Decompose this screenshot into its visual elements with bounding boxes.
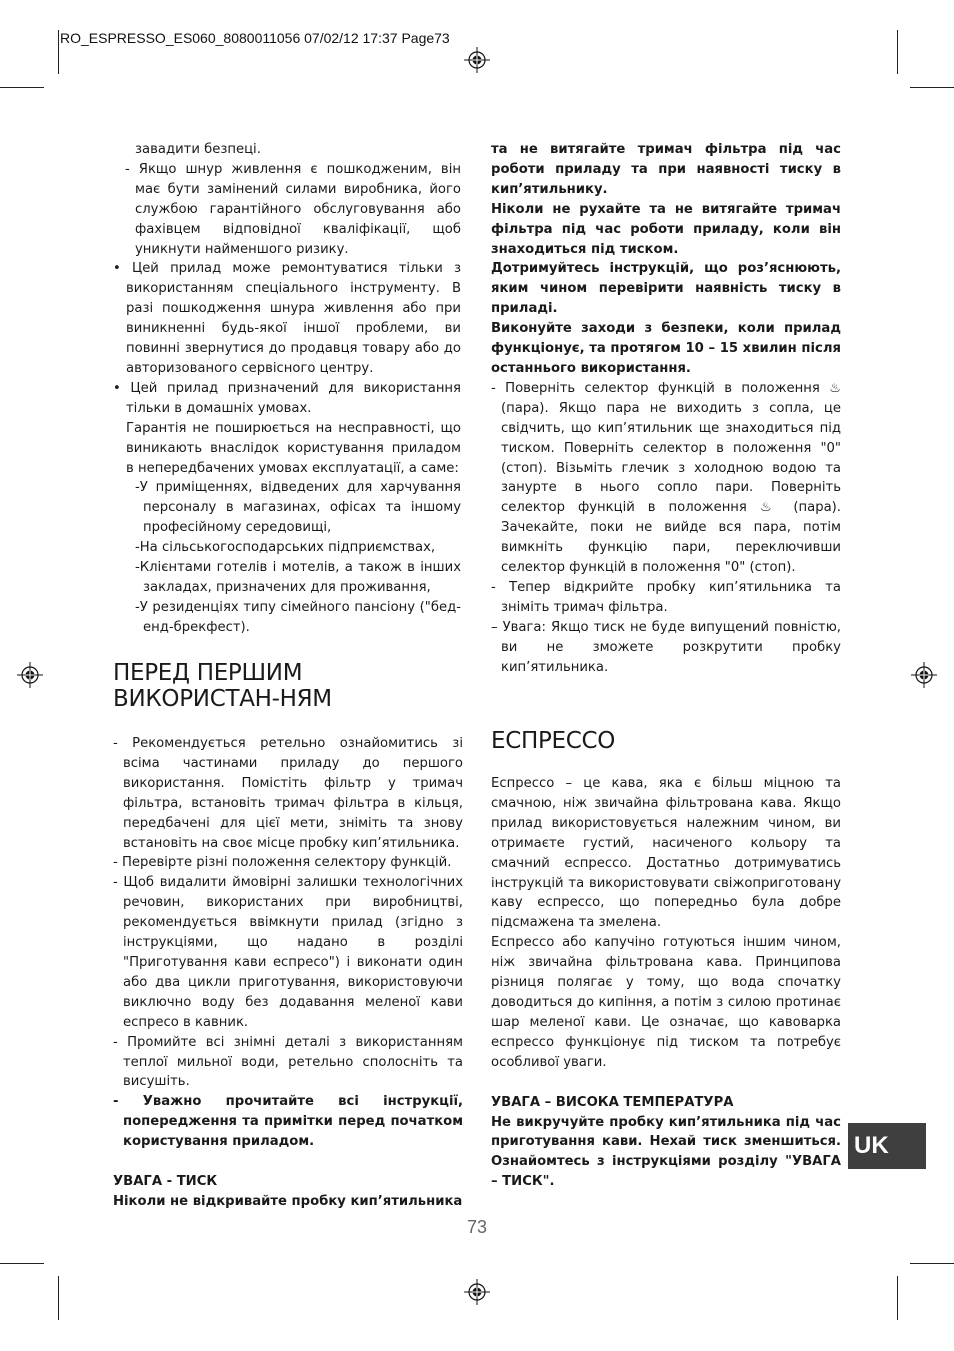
paragraph: завадити безпеці. — [135, 142, 261, 157]
registration-mark-icon — [911, 662, 937, 688]
warning-title: УВАГА - ТИСК — [113, 1174, 218, 1190]
crop-mark — [910, 87, 954, 88]
list-item: – Увага: Якщо тиск не буде випущений повністю, ви не зможете розкрутити пробку кип’ятильника. — [491, 619, 841, 675]
list-item: - Якщо шнур живлення є пошкодженим, він має бути замінений силами виробника, його службою гарантійного обслуговування або фахівцем відповідної кваліфікації, щоб уникнути найменшого ризику. — [125, 161, 461, 257]
list-item: - Перевірте різні положення селектору функцій. — [113, 855, 452, 871]
warning-text: Не викручуйте пробку кип’ятильника під час приготування кави. Нехай тиск зменшиться. Ознайомтесь з інструкціями розділу "УВАГА – ТИСК". — [491, 1114, 841, 1190]
list-item: - Поверніть селектор функцій в положення ♨ (пара). Якщо пара не виходить з сопла, це свідчить, що кип’ятильник ще знаходиться під тиском. Поверніть селектор в положення "0" (стоп). Візьміть глечик з холодною водою та занурте в нього сопло пари. Поверніть селектор функцій в положення ♨ (пара). Зачекайте, поки не вийде вся пара, потім вимкніть функцію пари, переключивши селектор функцій в положення "0" (стоп). — [491, 380, 841, 576]
left-column-top — [113, 140, 461, 638]
crop-mark — [897, 30, 898, 74]
warning-text: та не витягайте тримач фільтра під час роботи приладу та при наявності тиску в кип’ятильнику. — [491, 142, 841, 197]
paragraph: Еспрессо або капучіно готуються іншим чином, ніж звичайна фільтрована кава. Принципова різниця полягає у тому, що вода спочатку доводиться до кипіння, а потім з силою протинає шар меленої кави. Це означає, що кавоварка еспрессо функціонує під тиском та потребує особливої уваги. — [491, 935, 841, 1070]
list-item: - Уважно прочитайте всі інструкції, попередження та примітки перед початком користування приладом. — [113, 1094, 463, 1150]
list-item: • Цей прилад може ремонтуватися тільки з використанням спеціального інструменту. В разі пошкодження шнура живлення або при виникненні будь-якої іншої проблеми, ви повинні звернутися до продавця товару або до авторизованого сервісного центру. — [113, 261, 461, 376]
list-item: -У резиденціях типу сімейного пансіону ("бед-енд-брекфест). — [135, 599, 461, 635]
list-item: - Промийте всі знімні деталі з використанням теплої мильної води, ретельно сполосніть та висушіть. — [113, 1034, 463, 1090]
right-column-top — [491, 140, 841, 677]
paragraph: Еспрессо – це кава, яка є більш міцною та смачною, ніж звичайна фільтрована кава. Якщо прилад використовується належним чином, ви отримаєте густий, насиченого кольору та смачний еспрессо. Достатньо дотримуватись інструкцій та використовувати свіжоприготовану каву еспрессо, що попередньо була добре підсмажена та змелена. — [491, 776, 841, 931]
paragraph: Гарантія не поширюється на несправності, що виникають внаслідок користування приладом в непередбачених умовах експлуатації, а саме: — [126, 420, 461, 476]
list-item: • Цей прилад призначений для використання тільки в домашніх умовах. — [113, 380, 461, 416]
registration-mark-icon — [464, 1279, 490, 1305]
section-heading: ПЕРЕД ПЕРШИМ ВИКОРИСТАН-НЯМ — [113, 660, 332, 712]
registration-mark-icon — [464, 47, 490, 73]
crop-mark — [897, 1276, 898, 1320]
language-tab: UK — [848, 1123, 926, 1169]
crop-mark — [0, 87, 44, 88]
crop-mark — [0, 1263, 44, 1264]
warning-title: УВАГА – ВИСОКА ТЕМПЕРАТУРА — [491, 1094, 734, 1110]
crop-mark — [58, 1276, 59, 1320]
list-item: -На сільськогосподарських підприємствах, — [135, 540, 436, 556]
list-item: - Тепер відкрийте пробку кип’ятильника та зніміть тримач фільтра. — [491, 579, 841, 615]
list-item: -Клієнтами готелів і мотелів, а також в інших закладах, призначених для проживання, — [135, 560, 461, 595]
registration-mark-icon — [17, 662, 43, 688]
crop-mark — [910, 1263, 954, 1264]
right-column-bottom — [491, 774, 841, 1192]
crop-mark — [58, 30, 59, 74]
warning-text: Дотримуйтесь інструкцій, що роз’яснюють, яким чином перевірити наявність тиску в приладі. — [491, 261, 841, 317]
section-heading: ЕСПРЕССО — [491, 728, 616, 754]
page-number: 73 — [466, 1217, 488, 1237]
warning-text: Ніколи не рухайте та не витягайте тримач фільтра під час роботи приладу, коли він знаходиться під тиском. — [491, 201, 841, 257]
list-item: - Рекомендується ретельно ознайомитись зі всіма частинами приладу до першого використання. Помістіть фільтр у тримач фільтра, встановіть тримач фільтра в кільця, передбачені для цієї мети, зніміть та знову встановіть на своє місце пробку кип’ятильника. — [113, 736, 463, 851]
list-item: - Щоб видалити ймовірні залишки технологічних речовин, використаних при виробництві, рекомендується ввімкнути прилад (згідно з інструкціями, що надано в розділі "Приготування кави еспресо") і виконати один або два цикли приготування, використовуючи виключно воду без додавання меленої кави еспресо в кавник. — [113, 875, 463, 1030]
warning-text: Виконуйте заходи з безпеки, коли прилад функціонує, та протягом 10 – 15 хвилин після останнього використання. — [491, 321, 841, 376]
warning-text: Ніколи не відкривайте пробку кип’ятильника — [113, 1193, 463, 1209]
print-slug: RO_ESPRESSO_ES060_8080011056 07/02/12 17:37 Page73 — [60, 30, 450, 46]
left-column-bottom — [113, 734, 463, 1212]
list-item: -У приміщеннях, відведених для харчування персоналу в магазинах, офісах та іншому професійному середовищі, — [135, 480, 461, 536]
